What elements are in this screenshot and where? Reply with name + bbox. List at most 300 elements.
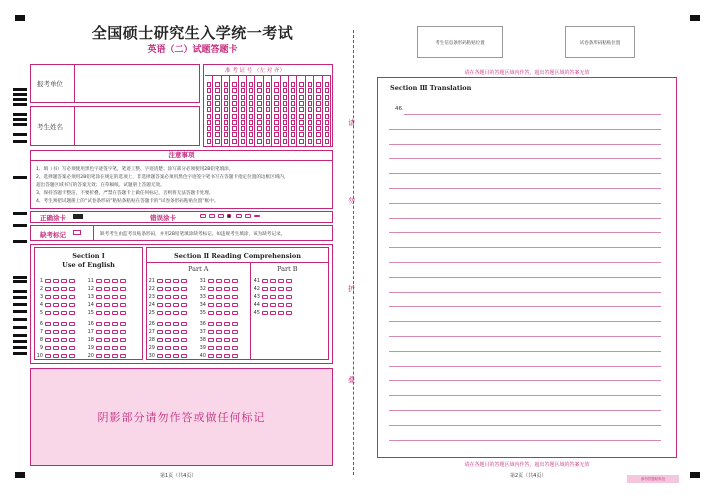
answer-bubble[interactable] xyxy=(96,303,102,307)
id-digit-bubble[interactable] xyxy=(207,139,211,144)
answer-bubble[interactable] xyxy=(216,287,222,291)
answer-bubble[interactable] xyxy=(112,303,118,307)
id-digit-bubble[interactable] xyxy=(325,120,329,125)
id-digit-bubble[interactable] xyxy=(215,120,219,125)
id-digit-bubble[interactable] xyxy=(316,82,320,87)
answer-bubble[interactable] xyxy=(165,346,171,350)
answer-bubble[interactable] xyxy=(45,295,51,299)
answer-bubble[interactable] xyxy=(208,322,214,326)
id-digit-bubble[interactable] xyxy=(308,120,312,125)
id-digit-bubble[interactable] xyxy=(257,120,261,125)
answer-bubble[interactable] xyxy=(69,303,75,307)
answer-bubble[interactable] xyxy=(112,279,118,283)
answer-bubble[interactable] xyxy=(120,346,126,350)
answer-bubble[interactable] xyxy=(286,311,292,315)
id-digit-column[interactable] xyxy=(314,76,322,147)
answer-bubble[interactable] xyxy=(96,322,102,326)
id-digit-bubble[interactable] xyxy=(207,88,211,93)
id-digit-bubble[interactable] xyxy=(291,95,295,100)
answer-bubble[interactable] xyxy=(232,287,238,291)
answer-bubble[interactable] xyxy=(278,295,284,299)
answer-bubble[interactable] xyxy=(104,287,110,291)
id-digit-column[interactable] xyxy=(306,76,314,147)
id-digit-bubble[interactable] xyxy=(325,101,329,106)
answer-bubble[interactable] xyxy=(208,330,214,334)
id-digit-bubble[interactable] xyxy=(241,95,245,100)
answer-bubble[interactable] xyxy=(120,279,126,283)
id-digit-bubble[interactable] xyxy=(266,82,270,87)
answer-bubble[interactable] xyxy=(69,338,75,342)
id-digit-bubble[interactable] xyxy=(207,101,211,106)
answer-bubble[interactable] xyxy=(232,279,238,283)
answer-bubble[interactable] xyxy=(208,295,214,299)
id-digit-bubble[interactable] xyxy=(274,95,278,100)
id-digit-bubble[interactable] xyxy=(241,107,245,112)
id-digit-bubble[interactable] xyxy=(274,120,278,125)
id-digit-bubble[interactable] xyxy=(299,82,303,87)
id-digit-bubble[interactable] xyxy=(325,139,329,144)
id-digit-bubble[interactable] xyxy=(325,95,329,100)
answer-bubble[interactable] xyxy=(208,354,214,358)
id-digit-bubble[interactable] xyxy=(274,88,278,93)
answer-bubble[interactable] xyxy=(173,287,179,291)
answer-bubble[interactable] xyxy=(165,330,171,334)
id-digit-bubble[interactable] xyxy=(266,132,270,137)
answer-bubble[interactable] xyxy=(224,330,230,334)
answer-bubble[interactable] xyxy=(286,303,292,307)
answer-bubble[interactable] xyxy=(208,279,214,283)
id-digit-bubble[interactable] xyxy=(274,114,278,119)
id-digit-bubble[interactable] xyxy=(249,95,253,100)
answer-bubble[interactable] xyxy=(112,346,118,350)
answer-bubble[interactable] xyxy=(45,330,51,334)
id-digit-bubble[interactable] xyxy=(266,107,270,112)
answer-bubble[interactable] xyxy=(173,303,179,307)
answer-bubble[interactable] xyxy=(61,295,67,299)
id-digit-bubble[interactable] xyxy=(325,82,329,87)
answer-bubble[interactable] xyxy=(216,295,222,299)
answer-bubble[interactable] xyxy=(61,311,67,315)
id-digit-column[interactable] xyxy=(281,76,289,147)
answer-bubble[interactable] xyxy=(61,346,67,350)
answer-bubble[interactable] xyxy=(69,330,75,334)
answer-bubble[interactable] xyxy=(69,295,75,299)
id-digit-bubble[interactable] xyxy=(207,114,211,119)
answer-bubble[interactable] xyxy=(53,346,59,350)
id-digit-column[interactable] xyxy=(247,76,255,147)
answer-bubble[interactable] xyxy=(232,303,238,307)
id-digit-bubble[interactable] xyxy=(215,95,219,100)
id-digit-bubble[interactable] xyxy=(232,139,236,144)
answer-bubble[interactable] xyxy=(96,338,102,342)
id-digit-bubble[interactable] xyxy=(215,126,219,131)
answer-bubble[interactable] xyxy=(224,354,230,358)
id-digit-column[interactable] xyxy=(255,76,263,147)
id-digit-bubble[interactable] xyxy=(224,120,228,125)
id-digit-bubble[interactable] xyxy=(266,95,270,100)
answer-bubble[interactable] xyxy=(45,287,51,291)
id-digit-bubble[interactable] xyxy=(232,95,236,100)
answer-bubble[interactable] xyxy=(173,279,179,283)
id-digit-bubble[interactable] xyxy=(316,139,320,144)
id-digit-bubble[interactable] xyxy=(299,132,303,137)
answer-bubble[interactable] xyxy=(224,338,230,342)
id-digit-bubble[interactable] xyxy=(299,95,303,100)
id-digit-bubble[interactable] xyxy=(274,107,278,112)
id-digit-bubble[interactable] xyxy=(299,114,303,119)
id-digit-bubble[interactable] xyxy=(249,114,253,119)
id-digit-bubble[interactable] xyxy=(266,120,270,125)
id-digit-bubble[interactable] xyxy=(257,114,261,119)
answer-bubble[interactable] xyxy=(232,311,238,315)
answer-bubble[interactable] xyxy=(165,303,171,307)
answer-bubble[interactable] xyxy=(69,287,75,291)
id-digit-bubble[interactable] xyxy=(308,88,312,93)
id-digit-bubble[interactable] xyxy=(291,120,295,125)
id-digit-bubble[interactable] xyxy=(249,139,253,144)
answer-bubble[interactable] xyxy=(120,330,126,334)
id-digit-column[interactable] xyxy=(239,76,247,147)
answer-bubble[interactable] xyxy=(112,311,118,315)
id-digit-bubble[interactable] xyxy=(299,88,303,93)
id-digit-column[interactable] xyxy=(272,76,280,147)
answer-bubble[interactable] xyxy=(181,279,187,283)
answer-bubble[interactable] xyxy=(208,287,214,291)
id-digit-bubble[interactable] xyxy=(316,120,320,125)
id-digit-bubble[interactable] xyxy=(207,132,211,137)
id-digit-bubble[interactable] xyxy=(207,107,211,112)
answer-bubble[interactable] xyxy=(165,322,171,326)
answer-bubble[interactable] xyxy=(45,346,51,350)
answer-bubble[interactable] xyxy=(165,311,171,315)
id-digit-bubble[interactable] xyxy=(207,126,211,131)
answer-bubble[interactable] xyxy=(224,303,230,307)
answer-bubble[interactable] xyxy=(53,322,59,326)
answer-bubble[interactable] xyxy=(270,303,276,307)
answer-bubble[interactable] xyxy=(96,287,102,291)
answer-bubble[interactable] xyxy=(224,346,230,350)
answer-bubble[interactable] xyxy=(61,279,67,283)
answer-bubble[interactable] xyxy=(181,322,187,326)
answer-bubble[interactable] xyxy=(104,322,110,326)
id-digit-bubble[interactable] xyxy=(215,88,219,93)
answer-bubble[interactable] xyxy=(232,338,238,342)
answer-bubble[interactable] xyxy=(61,330,67,334)
id-digit-bubble[interactable] xyxy=(308,82,312,87)
answer-bubble[interactable] xyxy=(61,338,67,342)
id-digit-bubble[interactable] xyxy=(241,82,245,87)
answer-bubble[interactable] xyxy=(216,338,222,342)
id-digit-bubble[interactable] xyxy=(283,88,287,93)
answer-bubble[interactable] xyxy=(157,322,163,326)
answer-bubble[interactable] xyxy=(157,346,163,350)
answer-bubble[interactable] xyxy=(112,338,118,342)
id-digit-bubble[interactable] xyxy=(224,139,228,144)
id-digit-column[interactable] xyxy=(230,76,238,147)
answer-bubble[interactable] xyxy=(165,279,171,283)
answer-bubble[interactable] xyxy=(53,330,59,334)
answer-bubble[interactable] xyxy=(45,303,51,307)
id-digit-bubble[interactable] xyxy=(266,114,270,119)
answer-bubble[interactable] xyxy=(45,322,51,326)
answer-bubble[interactable] xyxy=(232,295,238,299)
answer-bubble[interactable] xyxy=(232,330,238,334)
id-digit-bubble[interactable] xyxy=(316,107,320,112)
id-digit-bubble[interactable] xyxy=(232,120,236,125)
answer-bubble[interactable] xyxy=(216,330,222,334)
answer-bubble[interactable] xyxy=(53,354,59,358)
id-digit-bubble[interactable] xyxy=(249,120,253,125)
answer-bubble[interactable] xyxy=(157,311,163,315)
id-digit-bubble[interactable] xyxy=(316,88,320,93)
id-digit-bubble[interactable] xyxy=(224,107,228,112)
id-digit-bubble[interactable] xyxy=(283,114,287,119)
answer-bubble[interactable] xyxy=(216,346,222,350)
id-digit-bubble[interactable] xyxy=(274,126,278,131)
answer-bubble[interactable] xyxy=(165,338,171,342)
answer-bubble[interactable] xyxy=(270,295,276,299)
answer-bubble[interactable] xyxy=(173,346,179,350)
answer-bubble[interactable] xyxy=(53,279,59,283)
answer-bubble[interactable] xyxy=(157,279,163,283)
id-digit-bubble[interactable] xyxy=(224,101,228,106)
answer-bubble[interactable] xyxy=(262,303,268,307)
answer-bubble[interactable] xyxy=(120,311,126,315)
answer-bubble[interactable] xyxy=(157,303,163,307)
id-digit-bubble[interactable] xyxy=(291,114,295,119)
answer-bubble[interactable] xyxy=(224,295,230,299)
id-digit-bubble[interactable] xyxy=(283,82,287,87)
answer-bubble[interactable] xyxy=(69,354,75,358)
answer-bubble[interactable] xyxy=(262,295,268,299)
id-digit-bubble[interactable] xyxy=(257,107,261,112)
answer-bubble[interactable] xyxy=(120,338,126,342)
answer-bubble[interactable] xyxy=(232,354,238,358)
answer-bubble[interactable] xyxy=(181,338,187,342)
answer-bubble[interactable] xyxy=(278,279,284,283)
id-digit-bubble[interactable] xyxy=(241,139,245,144)
answer-bubble[interactable] xyxy=(181,303,187,307)
answer-bubble[interactable] xyxy=(157,330,163,334)
id-digit-bubble[interactable] xyxy=(291,126,295,131)
id-digit-bubble[interactable] xyxy=(291,82,295,87)
answer-bubble[interactable] xyxy=(96,354,102,358)
id-digit-bubble[interactable] xyxy=(299,126,303,131)
answer-bubble[interactable] xyxy=(224,287,230,291)
id-digit-column[interactable] xyxy=(213,76,221,147)
answer-bubble[interactable] xyxy=(104,338,110,342)
answer-bubble[interactable] xyxy=(232,346,238,350)
answer-bubble[interactable] xyxy=(286,279,292,283)
answer-bubble[interactable] xyxy=(53,311,59,315)
id-digit-bubble[interactable] xyxy=(266,126,270,131)
answer-bubble[interactable] xyxy=(181,354,187,358)
id-digit-bubble[interactable] xyxy=(308,95,312,100)
id-digit-bubble[interactable] xyxy=(232,107,236,112)
id-digit-bubble[interactable] xyxy=(283,120,287,125)
answer-bubble[interactable] xyxy=(96,311,102,315)
id-digit-bubble[interactable] xyxy=(232,126,236,131)
answer-bubble[interactable] xyxy=(120,295,126,299)
answer-bubble[interactable] xyxy=(104,295,110,299)
id-digit-bubble[interactable] xyxy=(325,132,329,137)
answer-bubble[interactable] xyxy=(120,354,126,358)
answer-bubble[interactable] xyxy=(61,322,67,326)
answer-bubble[interactable] xyxy=(208,338,214,342)
answer-bubble[interactable] xyxy=(104,311,110,315)
id-digit-bubble[interactable] xyxy=(325,88,329,93)
answer-bubble[interactable] xyxy=(45,338,51,342)
id-digit-bubble[interactable] xyxy=(266,88,270,93)
answer-bubble[interactable] xyxy=(216,311,222,315)
answer-bubble[interactable] xyxy=(216,279,222,283)
answer-area[interactable] xyxy=(377,77,677,458)
answer-bubble[interactable] xyxy=(45,311,51,315)
id-digit-bubble[interactable] xyxy=(316,126,320,131)
id-digit-bubble[interactable] xyxy=(299,107,303,112)
id-digit-bubble[interactable] xyxy=(241,120,245,125)
answer-bubble[interactable] xyxy=(112,330,118,334)
id-digit-bubble[interactable] xyxy=(291,139,295,144)
answer-bubble[interactable] xyxy=(53,338,59,342)
answer-bubble[interactable] xyxy=(181,311,187,315)
answer-bubble[interactable] xyxy=(262,279,268,283)
id-digit-bubble[interactable] xyxy=(257,132,261,137)
id-digit-bubble[interactable] xyxy=(308,126,312,131)
answer-bubble[interactable] xyxy=(61,303,67,307)
answer-bubble[interactable] xyxy=(104,346,110,350)
id-digit-bubble[interactable] xyxy=(207,82,211,87)
id-digit-bubble[interactable] xyxy=(249,101,253,106)
answer-bubble[interactable] xyxy=(112,295,118,299)
id-digit-bubble[interactable] xyxy=(299,139,303,144)
id-digit-bubble[interactable] xyxy=(257,139,261,144)
id-digit-bubble[interactable] xyxy=(224,114,228,119)
id-digit-bubble[interactable] xyxy=(308,139,312,144)
id-digit-bubble[interactable] xyxy=(325,114,329,119)
id-digit-bubble[interactable] xyxy=(283,107,287,112)
answer-bubble[interactable] xyxy=(208,346,214,350)
id-digit-column[interactable] xyxy=(323,76,331,147)
id-digit-bubble[interactable] xyxy=(257,95,261,100)
id-digit-bubble[interactable] xyxy=(291,107,295,112)
id-digit-bubble[interactable] xyxy=(257,126,261,131)
id-digit-bubble[interactable] xyxy=(308,107,312,112)
id-digit-bubble[interactable] xyxy=(291,101,295,106)
id-digit-bubble[interactable] xyxy=(316,132,320,137)
answer-bubble[interactable] xyxy=(157,287,163,291)
answer-bubble[interactable] xyxy=(216,322,222,326)
answer-bubble[interactable] xyxy=(262,287,268,291)
id-digit-bubble[interactable] xyxy=(207,95,211,100)
answer-bubble[interactable] xyxy=(53,287,59,291)
answer-bubble[interactable] xyxy=(104,330,110,334)
answer-bubble[interactable] xyxy=(69,279,75,283)
answer-bubble[interactable] xyxy=(165,295,171,299)
answer-bubble[interactable] xyxy=(173,330,179,334)
answer-bubble[interactable] xyxy=(69,311,75,315)
id-digit-bubble[interactable] xyxy=(283,132,287,137)
answer-bubble[interactable] xyxy=(216,303,222,307)
id-digit-bubble[interactable] xyxy=(316,95,320,100)
id-digit-bubble[interactable] xyxy=(232,82,236,87)
id-digit-bubble[interactable] xyxy=(241,114,245,119)
answer-bubble[interactable] xyxy=(224,322,230,326)
answer-bubble[interactable] xyxy=(173,338,179,342)
id-digit-bubble[interactable] xyxy=(224,95,228,100)
id-digit-bubble[interactable] xyxy=(325,126,329,131)
answer-bubble[interactable] xyxy=(286,295,292,299)
id-digit-bubble[interactable] xyxy=(249,126,253,131)
answer-bubble[interactable] xyxy=(53,303,59,307)
id-digit-bubble[interactable] xyxy=(291,88,295,93)
id-digit-bubble[interactable] xyxy=(274,132,278,137)
answer-bubble[interactable] xyxy=(270,279,276,283)
answer-bubble[interactable] xyxy=(181,295,187,299)
answer-bubble[interactable] xyxy=(224,279,230,283)
answer-bubble[interactable] xyxy=(181,346,187,350)
answer-bubble[interactable] xyxy=(120,287,126,291)
id-digit-column[interactable] xyxy=(297,76,305,147)
id-digit-bubble[interactable] xyxy=(325,107,329,112)
id-digit-bubble[interactable] xyxy=(224,88,228,93)
answer-bubble[interactable] xyxy=(270,311,276,315)
answer-bubble[interactable] xyxy=(216,354,222,358)
answer-bubble[interactable] xyxy=(165,287,171,291)
answer-bubble[interactable] xyxy=(278,311,284,315)
answer-bubble[interactable] xyxy=(112,354,118,358)
answer-bubble[interactable] xyxy=(262,311,268,315)
id-digit-bubble[interactable] xyxy=(249,88,253,93)
answer-bubble[interactable] xyxy=(157,338,163,342)
id-digit-bubble[interactable] xyxy=(241,132,245,137)
answer-bubble[interactable] xyxy=(173,295,179,299)
id-grid[interactable] xyxy=(205,75,331,145)
id-digit-bubble[interactable] xyxy=(215,132,219,137)
answer-bubble[interactable] xyxy=(96,330,102,334)
answer-bubble[interactable] xyxy=(157,354,163,358)
absent-checkbox[interactable] xyxy=(73,230,81,235)
id-digit-bubble[interactable] xyxy=(308,114,312,119)
id-digit-bubble[interactable] xyxy=(283,139,287,144)
answer-bubble[interactable] xyxy=(53,295,59,299)
id-digit-bubble[interactable] xyxy=(215,82,219,87)
id-digit-bubble[interactable] xyxy=(308,101,312,106)
id-digit-bubble[interactable] xyxy=(232,114,236,119)
id-digit-bubble[interactable] xyxy=(232,88,236,93)
answer-bubble[interactable] xyxy=(45,354,51,358)
id-digit-bubble[interactable] xyxy=(316,101,320,106)
answer-bubble[interactable] xyxy=(69,322,75,326)
id-digit-bubble[interactable] xyxy=(224,126,228,131)
answer-bubble[interactable] xyxy=(120,322,126,326)
answer-bubble[interactable] xyxy=(112,287,118,291)
id-digit-bubble[interactable] xyxy=(316,114,320,119)
id-digit-bubble[interactable] xyxy=(283,101,287,106)
answer-bubble[interactable] xyxy=(96,346,102,350)
answer-bubble[interactable] xyxy=(278,287,284,291)
answer-bubble[interactable] xyxy=(181,287,187,291)
answer-bubble[interactable] xyxy=(96,279,102,283)
answer-bubble[interactable] xyxy=(61,287,67,291)
id-digit-bubble[interactable] xyxy=(249,132,253,137)
answer-bubble[interactable] xyxy=(165,354,171,358)
answer-bubble[interactable] xyxy=(224,311,230,315)
id-digit-bubble[interactable] xyxy=(291,132,295,137)
id-digit-bubble[interactable] xyxy=(257,101,261,106)
answer-bubble[interactable] xyxy=(181,330,187,334)
id-digit-bubble[interactable] xyxy=(207,120,211,125)
